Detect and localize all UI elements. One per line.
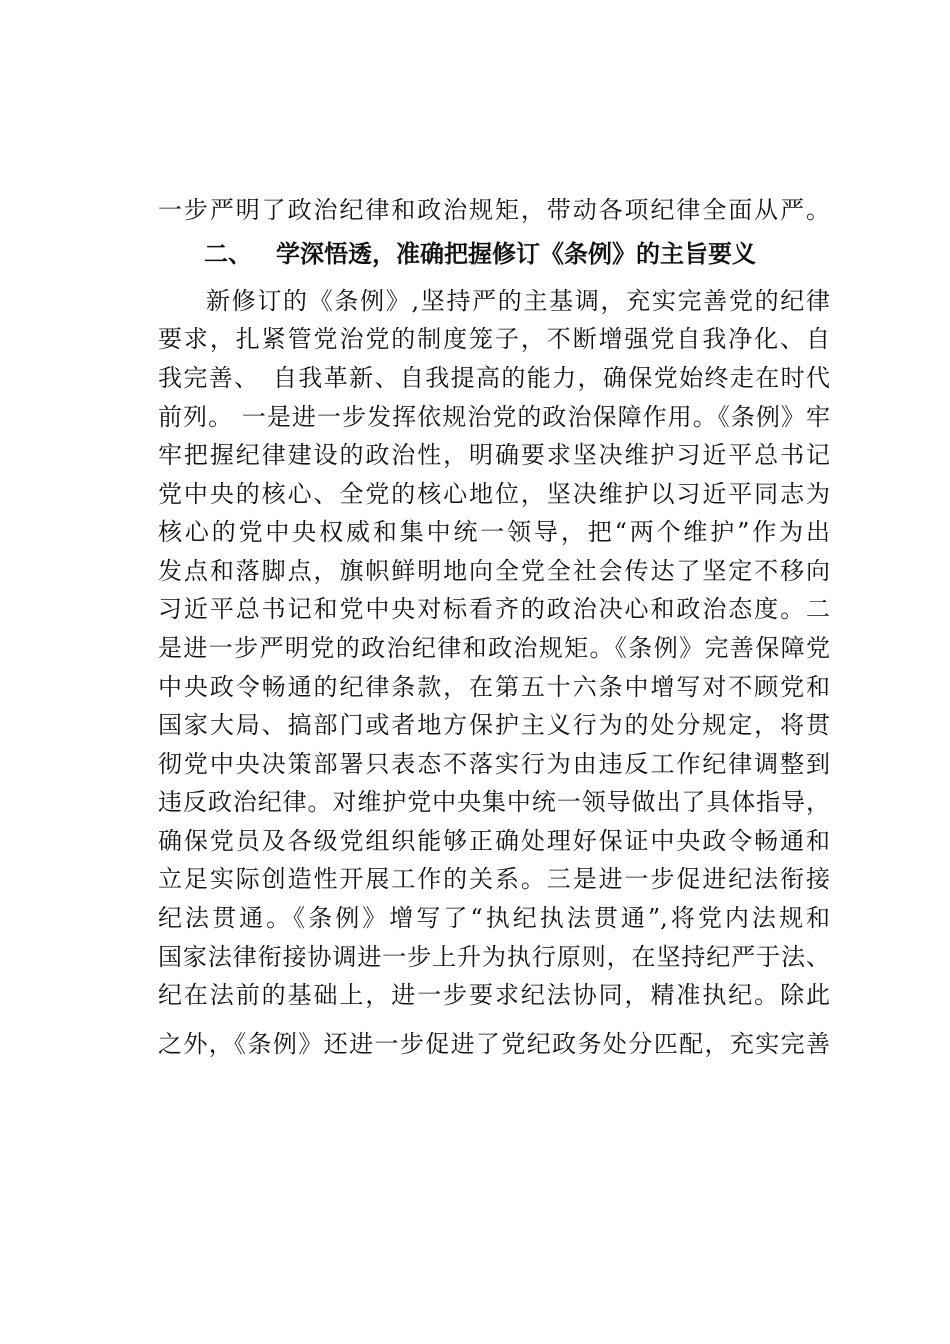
body-line: 彻党中央决策部署只表态不落实行为由违反工作纪律调整到 [158,750,830,778]
body-line: 立足实际创造性开展工作的关系。三是进一步促进纪法衔接 [158,865,830,893]
body-line: 纪在法前的基础上，进一步要求纪法协同，精准执纪。除此 [158,981,830,1009]
body-line: 国家法律衔接协调进一步上升为执行原则，在坚持纪严于法、 [158,943,830,971]
body-line: 核心的党中央权威和集中统一领导，把“两个维护”作为出 [158,518,830,546]
body-line: 要求，扎紧管党治党的制度笼子，不断增强党自我净化、自 [158,325,830,353]
section-heading-title: 学深悟透，准确把握修订《条例》的主旨要义 [276,240,756,268]
body-line: 新修订的《条例》,坚持严的主基调，充实完善党的纪律 [206,287,830,315]
body-line: 确保党员及各级党组织能够正确处理好保证中央政令畅通和 [158,827,830,855]
continuation-line: 一步严明了政治纪律和政治规矩，带动各项纪律全面从严。 [158,196,830,224]
body-line: 牢把握纪律建设的政治性，明确要求坚决维护习近平总书记 [158,441,830,469]
body-line: 是进一步严明党的政治纪律和政治规矩。《条例》完善保障党 [158,634,830,662]
body-line: 纪法贯通。《条例》增写了“执纪执法贯通”,将党内法规和 [158,904,830,932]
body-line: 发点和落脚点，旗帜鲜明地向全党全社会传达了坚定不移向 [158,557,830,585]
body-line: 中央政令畅通的纪律条款，在第五十六条中增写对不顾党和 [158,673,830,701]
section-heading [158,236,830,272]
section-heading-number: 二、 [204,240,252,268]
body-line: 之外，《条例》还进一步促进了党纪政务处分匹配，充实完善 [158,1030,830,1058]
body-line: 违反政治纪律。对维护党中央集中统一领导做出了具体指导， [158,788,830,816]
body-line: 前列。 一是进一步发挥依规治党的政治保障作用。《条例》牢 [158,403,830,431]
body-line: 习近平总书记和党中央对标看齐的政治决心和政治态度。二 [158,595,830,623]
body-line: 国家大局、搞部门或者地方保护主义行为的处分规定，将贯 [158,711,830,739]
body-line: 党中央的核心、全党的核心地位，坚决维护以习近平同志为 [158,480,830,508]
body-line: 我完善、 自我革新、自我提高的能力，确保党始终走在时代 [158,364,830,392]
